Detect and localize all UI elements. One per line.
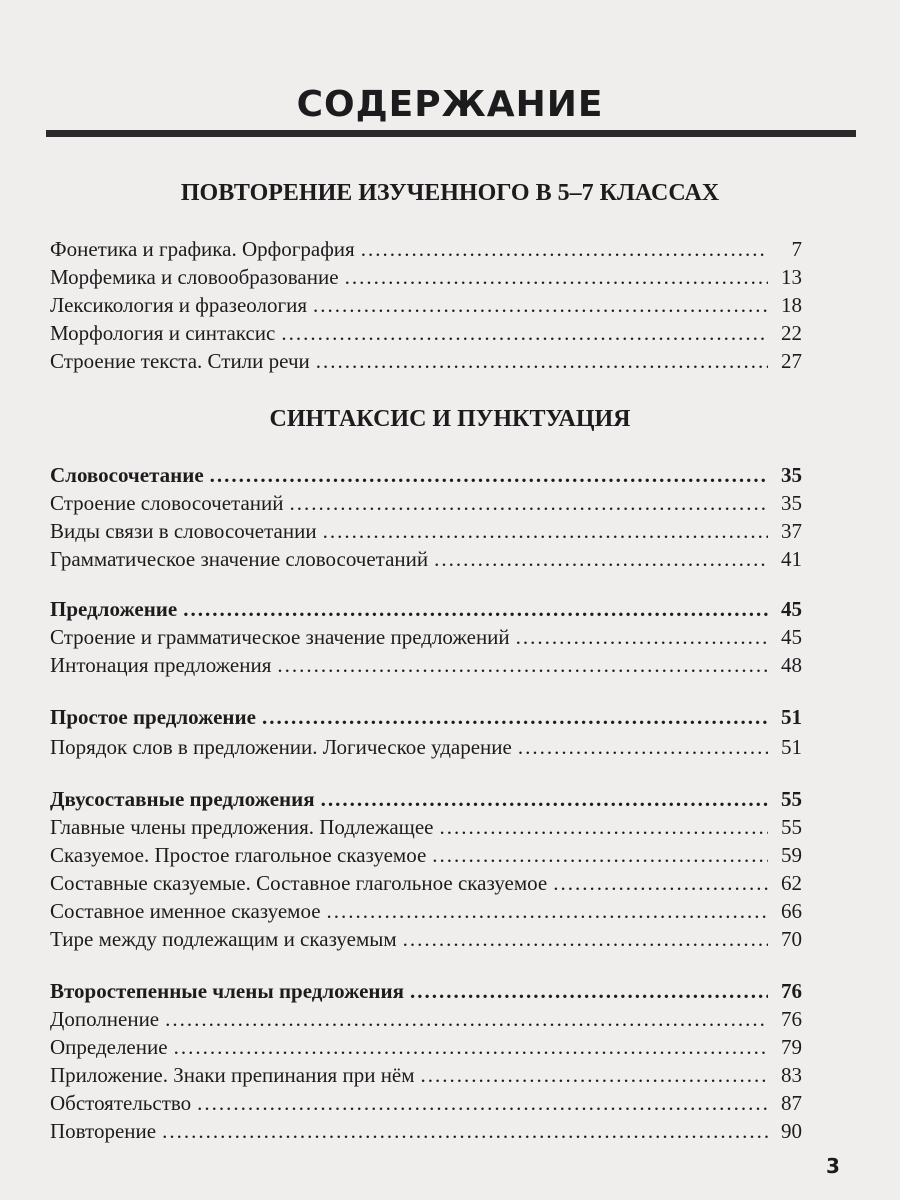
dot-leader (518, 734, 768, 760)
dot-leader (323, 518, 768, 544)
toc-entry-title: Составные сказуемые. Составное глагольное сказуемое (50, 871, 548, 895)
toc-entry-page: 41 (781, 547, 802, 571)
toc-entry-title: Второстепенные члены предложения (50, 979, 404, 1003)
toc-entry (50, 348, 802, 374)
dot-leader (432, 842, 768, 868)
toc-entry (50, 546, 802, 572)
toc-entry-title: Предложение (50, 597, 178, 621)
toc-entry (50, 462, 802, 488)
toc-entry (50, 1118, 802, 1144)
toc-entry-title: Строение словосочетаний (50, 491, 284, 515)
dot-leader (197, 1090, 768, 1116)
page-number: 3 (826, 1154, 840, 1178)
dot-leader (345, 264, 768, 290)
toc-entry-title: Фонетика и графика. Орфография (50, 237, 355, 261)
toc-entry (50, 624, 802, 650)
toc-entry-page: 7 (791, 237, 802, 261)
toc-entry-title: Главные члены предложения. Подлежащее (50, 815, 434, 839)
toc-entry-page: 35 (781, 491, 802, 515)
toc-entry-page: 45 (781, 625, 802, 649)
toc-entry-page: 55 (781, 815, 802, 839)
dot-leader (290, 490, 768, 516)
toc-entry-title: Морфемика и словообразование (50, 265, 339, 289)
dot-leader (421, 1062, 768, 1088)
toc-entry-page: 59 (781, 843, 802, 867)
toc-entry (50, 1062, 802, 1088)
dot-leader (277, 652, 768, 678)
toc-entry (50, 320, 802, 346)
dot-leader (403, 926, 768, 952)
toc-entry-page: 45 (781, 597, 802, 621)
toc-entry (50, 518, 802, 544)
toc-entry-title: Обстоятельство (50, 1091, 192, 1115)
toc-entry-title: Строение текста. Стили речи (50, 349, 310, 373)
toc-entry-title: Дополнение (50, 1007, 160, 1031)
toc-entry-page: 76 (781, 1007, 802, 1031)
toc-entry (50, 704, 802, 730)
dot-leader (183, 596, 768, 622)
title-divider (46, 130, 856, 137)
toc-entry-title: Двусоставные предложения (50, 787, 315, 811)
toc-entry (50, 870, 802, 896)
toc-entry (50, 814, 802, 840)
toc-entry-title: Лексикология и фразеология (50, 293, 308, 317)
toc-entry-page: 27 (781, 349, 802, 373)
toc-entry-title: Повторение (50, 1119, 157, 1143)
dot-leader (439, 814, 768, 840)
toc-entry-title: Составное именное сказуемое (50, 899, 321, 923)
dot-leader (165, 1006, 768, 1032)
dot-leader (210, 462, 768, 488)
toc-entry-page: 90 (781, 1119, 802, 1143)
toc-entry-title: Простое предложение (50, 705, 256, 729)
toc-entry-title: Приложение. Знаки препинания при нём (50, 1063, 415, 1087)
toc-entry-page: 62 (781, 871, 802, 895)
toc-entry (50, 842, 802, 868)
toc-entry (50, 898, 802, 924)
section-heading: СИНТАКСИС И ПУНКТУАЦИЯ (269, 406, 631, 432)
dot-leader (516, 624, 768, 650)
toc-entry-title: Строение и грамматическое значение предложений (50, 625, 510, 649)
section-heading: ПОВТОРЕНИЕ ИЗУЧЕННОГО В 5–7 КЛАССАХ (180, 180, 720, 206)
dot-leader (262, 704, 768, 730)
dot-leader (316, 348, 768, 374)
dot-leader (327, 898, 768, 924)
dot-leader (174, 1034, 768, 1060)
toc-entry (50, 236, 802, 262)
toc-entry-title: Интонация предложения (50, 653, 272, 677)
dot-leader (321, 786, 768, 812)
toc-entry-page: 70 (781, 927, 802, 951)
toc-entry (50, 734, 802, 760)
toc-entry (50, 926, 802, 952)
dot-leader (434, 546, 768, 572)
toc-entry (50, 292, 802, 318)
toc-entry (50, 264, 802, 290)
toc-entry-page: 79 (781, 1035, 802, 1059)
dot-leader (361, 236, 768, 262)
dot-leader (162, 1118, 768, 1144)
toc-entry (50, 786, 802, 812)
toc-entry-page: 76 (781, 979, 802, 1003)
toc-entry-title: Виды связи в словосочетании (50, 519, 317, 543)
toc-entry (50, 490, 802, 516)
toc-entry (50, 1034, 802, 1060)
toc-entry-title: Морфология и синтаксис (50, 321, 276, 345)
toc-entry (50, 1090, 802, 1116)
toc-entry (50, 596, 802, 622)
toc-entry-title: Словосочетание (50, 463, 204, 487)
toc-entry (50, 1006, 802, 1032)
toc-entry-page: 35 (781, 463, 802, 487)
toc-entry-page: 13 (781, 265, 802, 289)
toc-entry-page: 66 (781, 899, 802, 923)
toc-entry (50, 652, 802, 678)
page-title: СОДЕРЖАНИЕ (296, 84, 604, 125)
toc-entry-page: 22 (781, 321, 802, 345)
toc-entry-title: Определение (50, 1035, 168, 1059)
dot-leader (281, 320, 768, 346)
toc-entry (50, 978, 802, 1004)
toc-entry-page: 83 (781, 1063, 802, 1087)
toc-entry-title: Порядок слов в предложении. Логическое ударение (50, 735, 512, 759)
dot-leader (313, 292, 768, 318)
toc-entry-title: Сказуемое. Простое глагольное сказуемое (50, 843, 427, 867)
toc-entry-page: 18 (781, 293, 802, 317)
toc-entry-page: 48 (781, 653, 802, 677)
toc-entry-page: 87 (781, 1091, 802, 1115)
toc-entry-title: Грамматическое значение словосочетаний (50, 547, 429, 571)
toc-entry-page: 51 (781, 705, 802, 729)
toc-entry-page: 55 (781, 787, 802, 811)
dot-leader (553, 870, 768, 896)
toc-entry-page: 37 (781, 519, 802, 543)
dot-leader (410, 978, 768, 1004)
toc-entry-page: 51 (781, 735, 802, 759)
toc-entry-title: Тире между подлежащим и сказуемым (50, 927, 397, 951)
